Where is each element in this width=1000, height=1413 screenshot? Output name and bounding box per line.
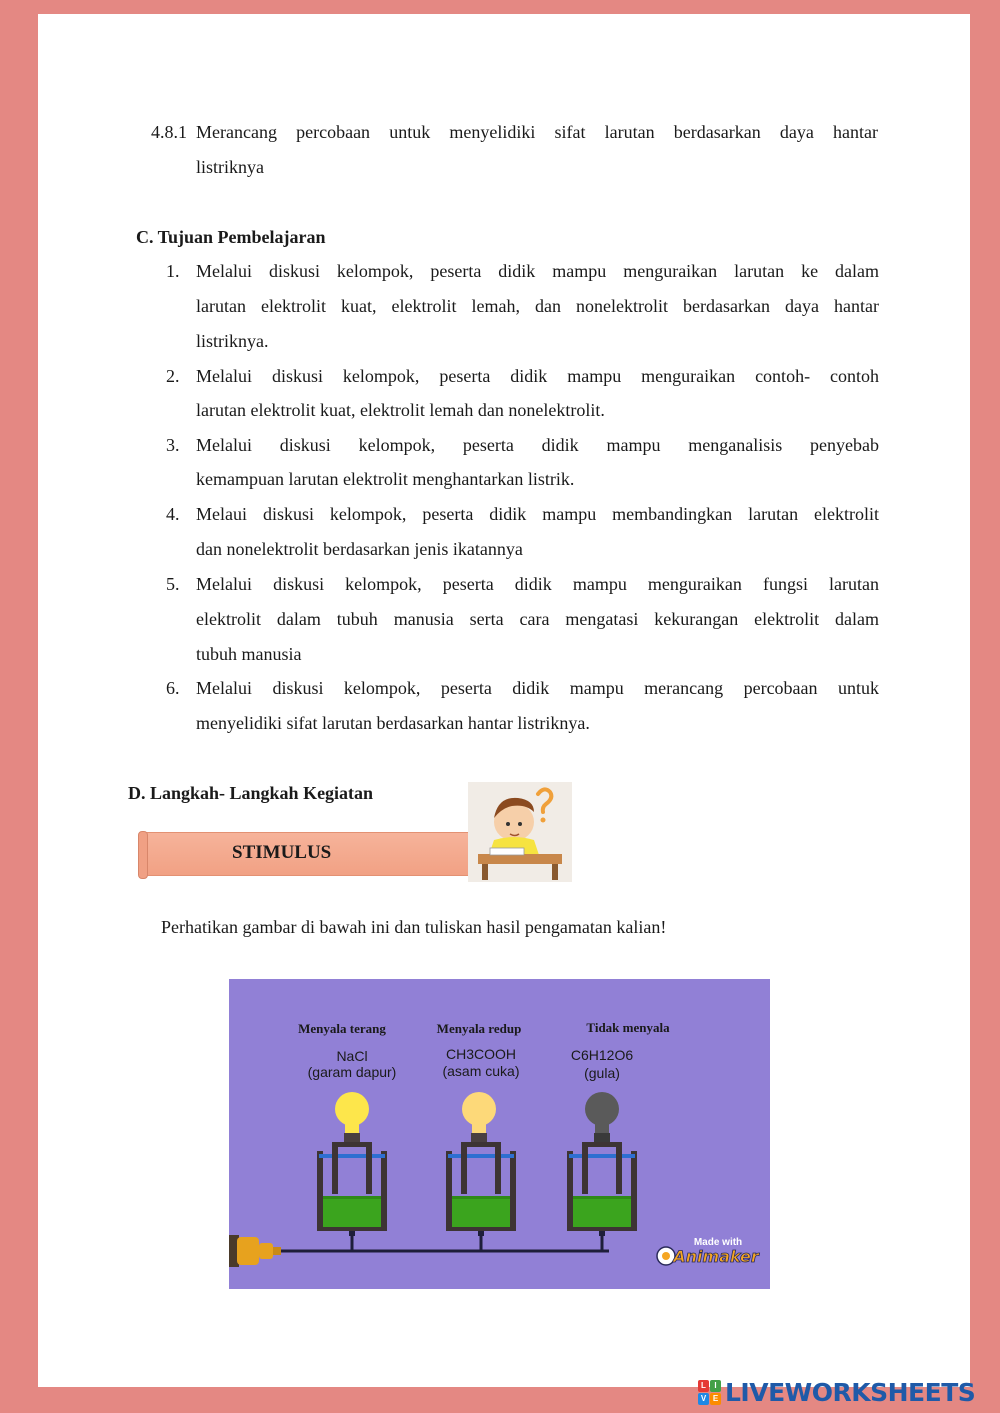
stimulus-banner <box>138 832 483 876</box>
section-c-title: C. Tujuan Pembelajaran <box>136 227 326 247</box>
logo-tile: E <box>710 1393 721 1405</box>
list-item-line: menyelidiki sifat larutan berdasarkan hantar listriknya. <box>196 713 590 733</box>
list-item-number: 6. <box>166 678 180 698</box>
list-item-line: Melalui diskusi kelompok, peserta didik mampu menguraikan larutan ke dalam <box>196 261 879 281</box>
list-item-number: 1. <box>166 261 180 281</box>
list-item-number: 5. <box>166 574 180 594</box>
list-item-number: 3. <box>166 435 180 455</box>
cell-formula: C6H12O6 <box>570 1047 634 1063</box>
watermark-brand: Animaker <box>673 1247 759 1266</box>
section-d-title: D. Langkah- Langkah Kegiatan <box>128 783 374 803</box>
list-item-line: listriknya. <box>196 331 269 351</box>
liveworksheets-logo[interactable] <box>698 1378 994 1408</box>
logo-tile: I <box>710 1380 721 1392</box>
thinking-child-illustration <box>468 782 572 882</box>
list-item-line: larutan elektrolit kuat, elektrolit lemah dan nonelektrolit. <box>196 400 605 420</box>
list-item-line: Melaui diskusi kelompok, peserta didik mampu membandingkan larutan elektrolit <box>196 504 879 524</box>
list-item-line: Melalui diskusi kelompok, peserta didik mampu menganalisis penyebab <box>196 435 879 455</box>
cell-formula: CH3COOH <box>445 1046 517 1062</box>
cell-status: Tidak menyala <box>586 1020 670 1035</box>
cell-status: Menyala terang <box>298 1021 386 1036</box>
logo-text: LIVEWORKSHEETS <box>725 1378 976 1407</box>
logo-tiles-icon <box>698 1380 722 1406</box>
list-item-line: Melalui diskusi kelompok, peserta didik mampu merancang percobaan untuk <box>196 678 879 698</box>
list-item-line: kemampuan larutan elektrolit menghantarkan listrik. <box>196 469 575 489</box>
list-item-number: 4. <box>166 504 180 524</box>
bulb-off <box>585 1092 619 1126</box>
cell-formula: NaCl <box>336 1048 368 1064</box>
list-item-line: Melalui diskusi kelompok, peserta didik mampu menguraikan fungsi larutan <box>196 574 879 594</box>
list-item-line: tubuh manusia <box>196 644 302 664</box>
indicator-text-line2: listriknya <box>196 157 264 177</box>
cell-compound-name: (gula) <box>584 1065 620 1081</box>
banner-scroll-curl <box>138 831 148 879</box>
indicator-number: 4.8.1 <box>151 122 187 142</box>
list-item-line: larutan elektrolit kuat, elektrolit lemah, dan nonelektrolit berdasarkan daya hantar <box>196 296 879 316</box>
cell-status: Menyala redup <box>436 1021 522 1036</box>
watermark-made-with: Made with <box>693 1237 743 1248</box>
logo-tile: V <box>698 1393 709 1405</box>
instruction-text: Perhatikan gambar di bawah ini dan tuliskan hasil pengamatan kalian! <box>161 917 667 937</box>
indicator-text-line1: Merancang percobaan untuk menyelidiki sifat larutan berdasarkan daya hantar <box>196 122 878 142</box>
list-item-number: 2. <box>166 366 180 386</box>
list-item-line: Melalui diskusi kelompok, peserta didik mampu menguraikan contoh- contoh <box>196 366 879 386</box>
logo-tile: L <box>698 1380 709 1392</box>
conductivity-diagram <box>229 979 770 1289</box>
list-item-line: elektrolit dalam tubuh manusia serta cara mengatasi kekurangan elektrolit dalam <box>196 609 879 629</box>
list-item-line: dan nonelektrolit berdasarkan jenis ikatannya <box>196 539 523 559</box>
bulb-lit-dim <box>462 1092 496 1126</box>
cell-compound-name: (garam dapur) <box>307 1064 397 1080</box>
cell-compound-name: (asam cuka) <box>442 1063 520 1079</box>
banner-label: STIMULUS <box>232 842 332 863</box>
bulb-lit-bright <box>335 1092 369 1126</box>
